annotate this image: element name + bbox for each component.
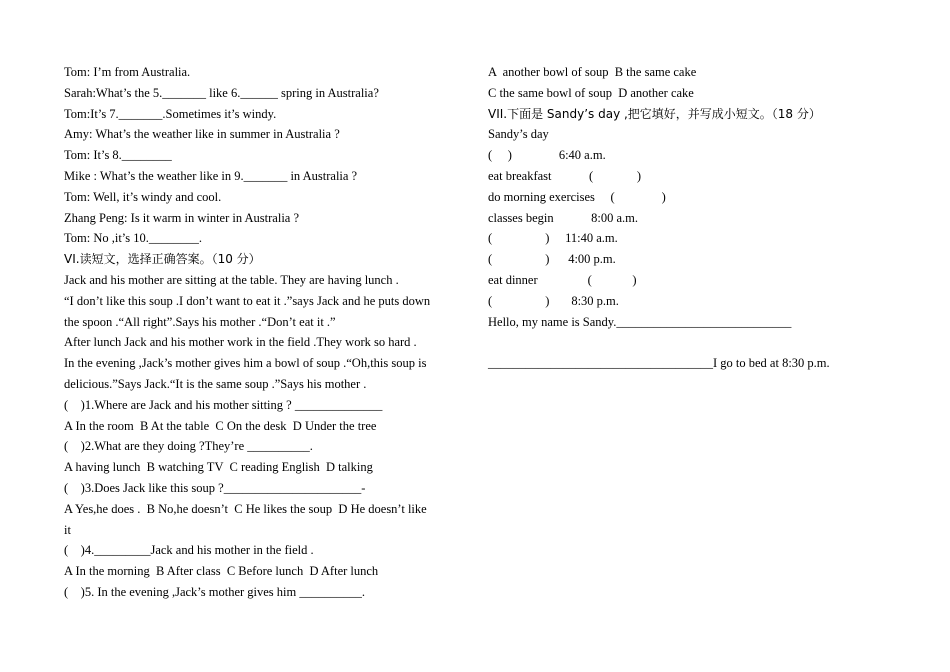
dialogue-line: Sarah:What’s the 5._______ like 6.______ spring in Australia? xyxy=(64,85,379,100)
writing-end-line: ____________________________________I go to bed at 8:30 p.m. xyxy=(488,356,830,371)
schedule-row: eat breakfast ( ) xyxy=(488,168,642,183)
answer-options: A Yes,he does . B No,he doesn’t C He likes the soup D He doesn’t like xyxy=(64,501,427,516)
schedule-row: ( ) 11:40 a.m. xyxy=(488,231,618,246)
answer-options: A In the morning B After class C Before lunch D After lunch xyxy=(64,564,379,579)
dialogue-line: Tom: Well, it’s windy and cool. xyxy=(64,189,222,204)
section-vi-heading: VI.读短文，选择正确答案。（10 分） xyxy=(64,252,261,267)
question-line: ( )2.What are they doing ?They’re __________. xyxy=(64,439,313,454)
answer-options: A having lunch B watching TV C reading English D talking xyxy=(64,460,373,475)
schedule-row: do morning exercises ( ) xyxy=(488,189,666,204)
dialogue-line: Tom: I’m from Australia. xyxy=(64,65,191,79)
dialogue-line: Tom:It’s 7._______.Sometimes it’s windy. xyxy=(64,106,277,121)
writing-blank-line xyxy=(488,332,888,353)
passage-line: In the evening ,Jack’s mother gives him a bowl of soup .“Oh,this soup is xyxy=(64,356,427,371)
passage-line: “I don’t like this soup .I don’t want to eat it .”says Jack and he puts down xyxy=(64,293,431,308)
section-vii-heading: VII.下面是 Sandy’s day ,把它填好，并写成小短文。（18 分） xyxy=(488,106,821,121)
answer-options: A another bowl of soup B the same cake xyxy=(488,65,697,79)
question-line: ( )3.Does Jack like this soup ?______________________- xyxy=(64,480,366,495)
passage-line: delicious.”Says Jack.“It is the same soup .”Says his mother . xyxy=(64,376,367,391)
question-line: ( )1.Where are Jack and his mother sitting ? ______________ xyxy=(64,397,383,412)
question-line: ( )5. In the evening ,Jack’s mother gives him __________. xyxy=(64,584,365,599)
schedule-row: ( ) 8:30 p.m. xyxy=(488,293,619,308)
answer-options: C the same bowl of soup D another cake xyxy=(488,85,694,100)
schedule-title: Sandy’s day xyxy=(488,127,549,142)
dialogue-line: Tom: It’s 8.________ xyxy=(64,148,172,163)
right-column xyxy=(488,62,888,374)
schedule-row: classes begin 8:00 a.m. xyxy=(488,210,638,225)
passage-line: the spoon .“All right”.Says his mother .“Don’t eat it .” xyxy=(64,314,336,329)
answer-options-continued: it xyxy=(64,522,71,537)
schedule-row: ( ) 6:40 a.m. xyxy=(488,148,606,163)
dialogue-line: Amy: What’s the weather like in summer in Australia ? xyxy=(64,127,340,142)
writing-start-line: Hello, my name is Sandy.____________________________ xyxy=(488,314,792,329)
dialogue-line: Tom: No ,it’s 10.________. xyxy=(64,231,203,246)
answer-options: A In the room B At the table C On the desk D Under the tree xyxy=(64,418,377,433)
passage-line: Jack and his mother are sitting at the table. They are having lunch . xyxy=(64,272,399,287)
dialogue-line: Zhang Peng: Is it warm in winter in Australia ? xyxy=(64,210,300,225)
question-line: ( )4._________Jack and his mother in the field . xyxy=(64,543,314,558)
schedule-row: ( ) 4:00 p.m. xyxy=(488,252,616,267)
schedule-row: eat dinner ( ) xyxy=(488,272,637,287)
left-column xyxy=(64,62,466,603)
dialogue-line: Mike : What’s the weather like in 9._______ in Australia ? xyxy=(64,168,358,183)
passage-line: After lunch Jack and his mother work in the field .They work so hard . xyxy=(64,335,417,350)
